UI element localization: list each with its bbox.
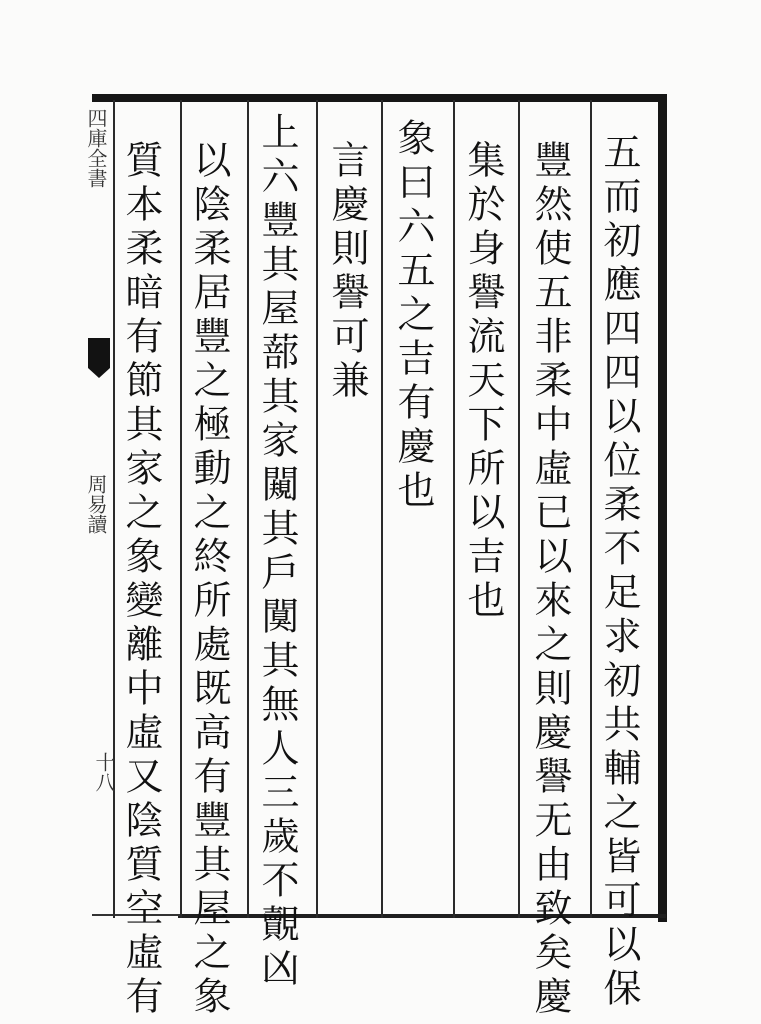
column-rule bbox=[381, 100, 383, 918]
text-column-8: 質本柔暗有節其家之象變離中虛又陰質空虛有 bbox=[119, 140, 163, 1020]
margin-rule bbox=[113, 100, 115, 918]
text-column-6: 上六豐其屋蔀其家闚其戶闃其無人三歲不覿凶 bbox=[255, 112, 299, 992]
frame-right-border bbox=[658, 94, 667, 922]
column-rule bbox=[590, 100, 592, 918]
frame-top-border bbox=[92, 94, 666, 102]
margin-title: 四庫全書 bbox=[84, 108, 108, 188]
text-column-5: 言慶則譽可兼 bbox=[325, 140, 369, 404]
column-rule bbox=[453, 100, 455, 918]
column-rule bbox=[247, 100, 249, 918]
text-column-1: 五而初應四四以位柔不足求初共輔之皆可以保 bbox=[597, 132, 641, 1012]
margin-book-title: 周易讀 bbox=[84, 474, 108, 534]
text-column-2: 豐然使五非柔中虛已以來之則慶譽无由致矣慶 bbox=[528, 140, 572, 1020]
text-column-4: 象曰六五之吉有慶也 bbox=[391, 118, 435, 514]
column-rule bbox=[518, 100, 520, 918]
text-column-7: 以陰柔居豐之極動之終所處既高有豐其屋之象 bbox=[187, 140, 231, 1020]
page-number: 十八 bbox=[92, 752, 116, 792]
column-rule bbox=[180, 100, 182, 918]
frame-bottom-border bbox=[178, 914, 666, 918]
column-rule bbox=[316, 100, 318, 918]
text-column-3: 集於身譽流天下所以吉也 bbox=[461, 140, 505, 624]
fish-tail-mark bbox=[88, 338, 110, 368]
